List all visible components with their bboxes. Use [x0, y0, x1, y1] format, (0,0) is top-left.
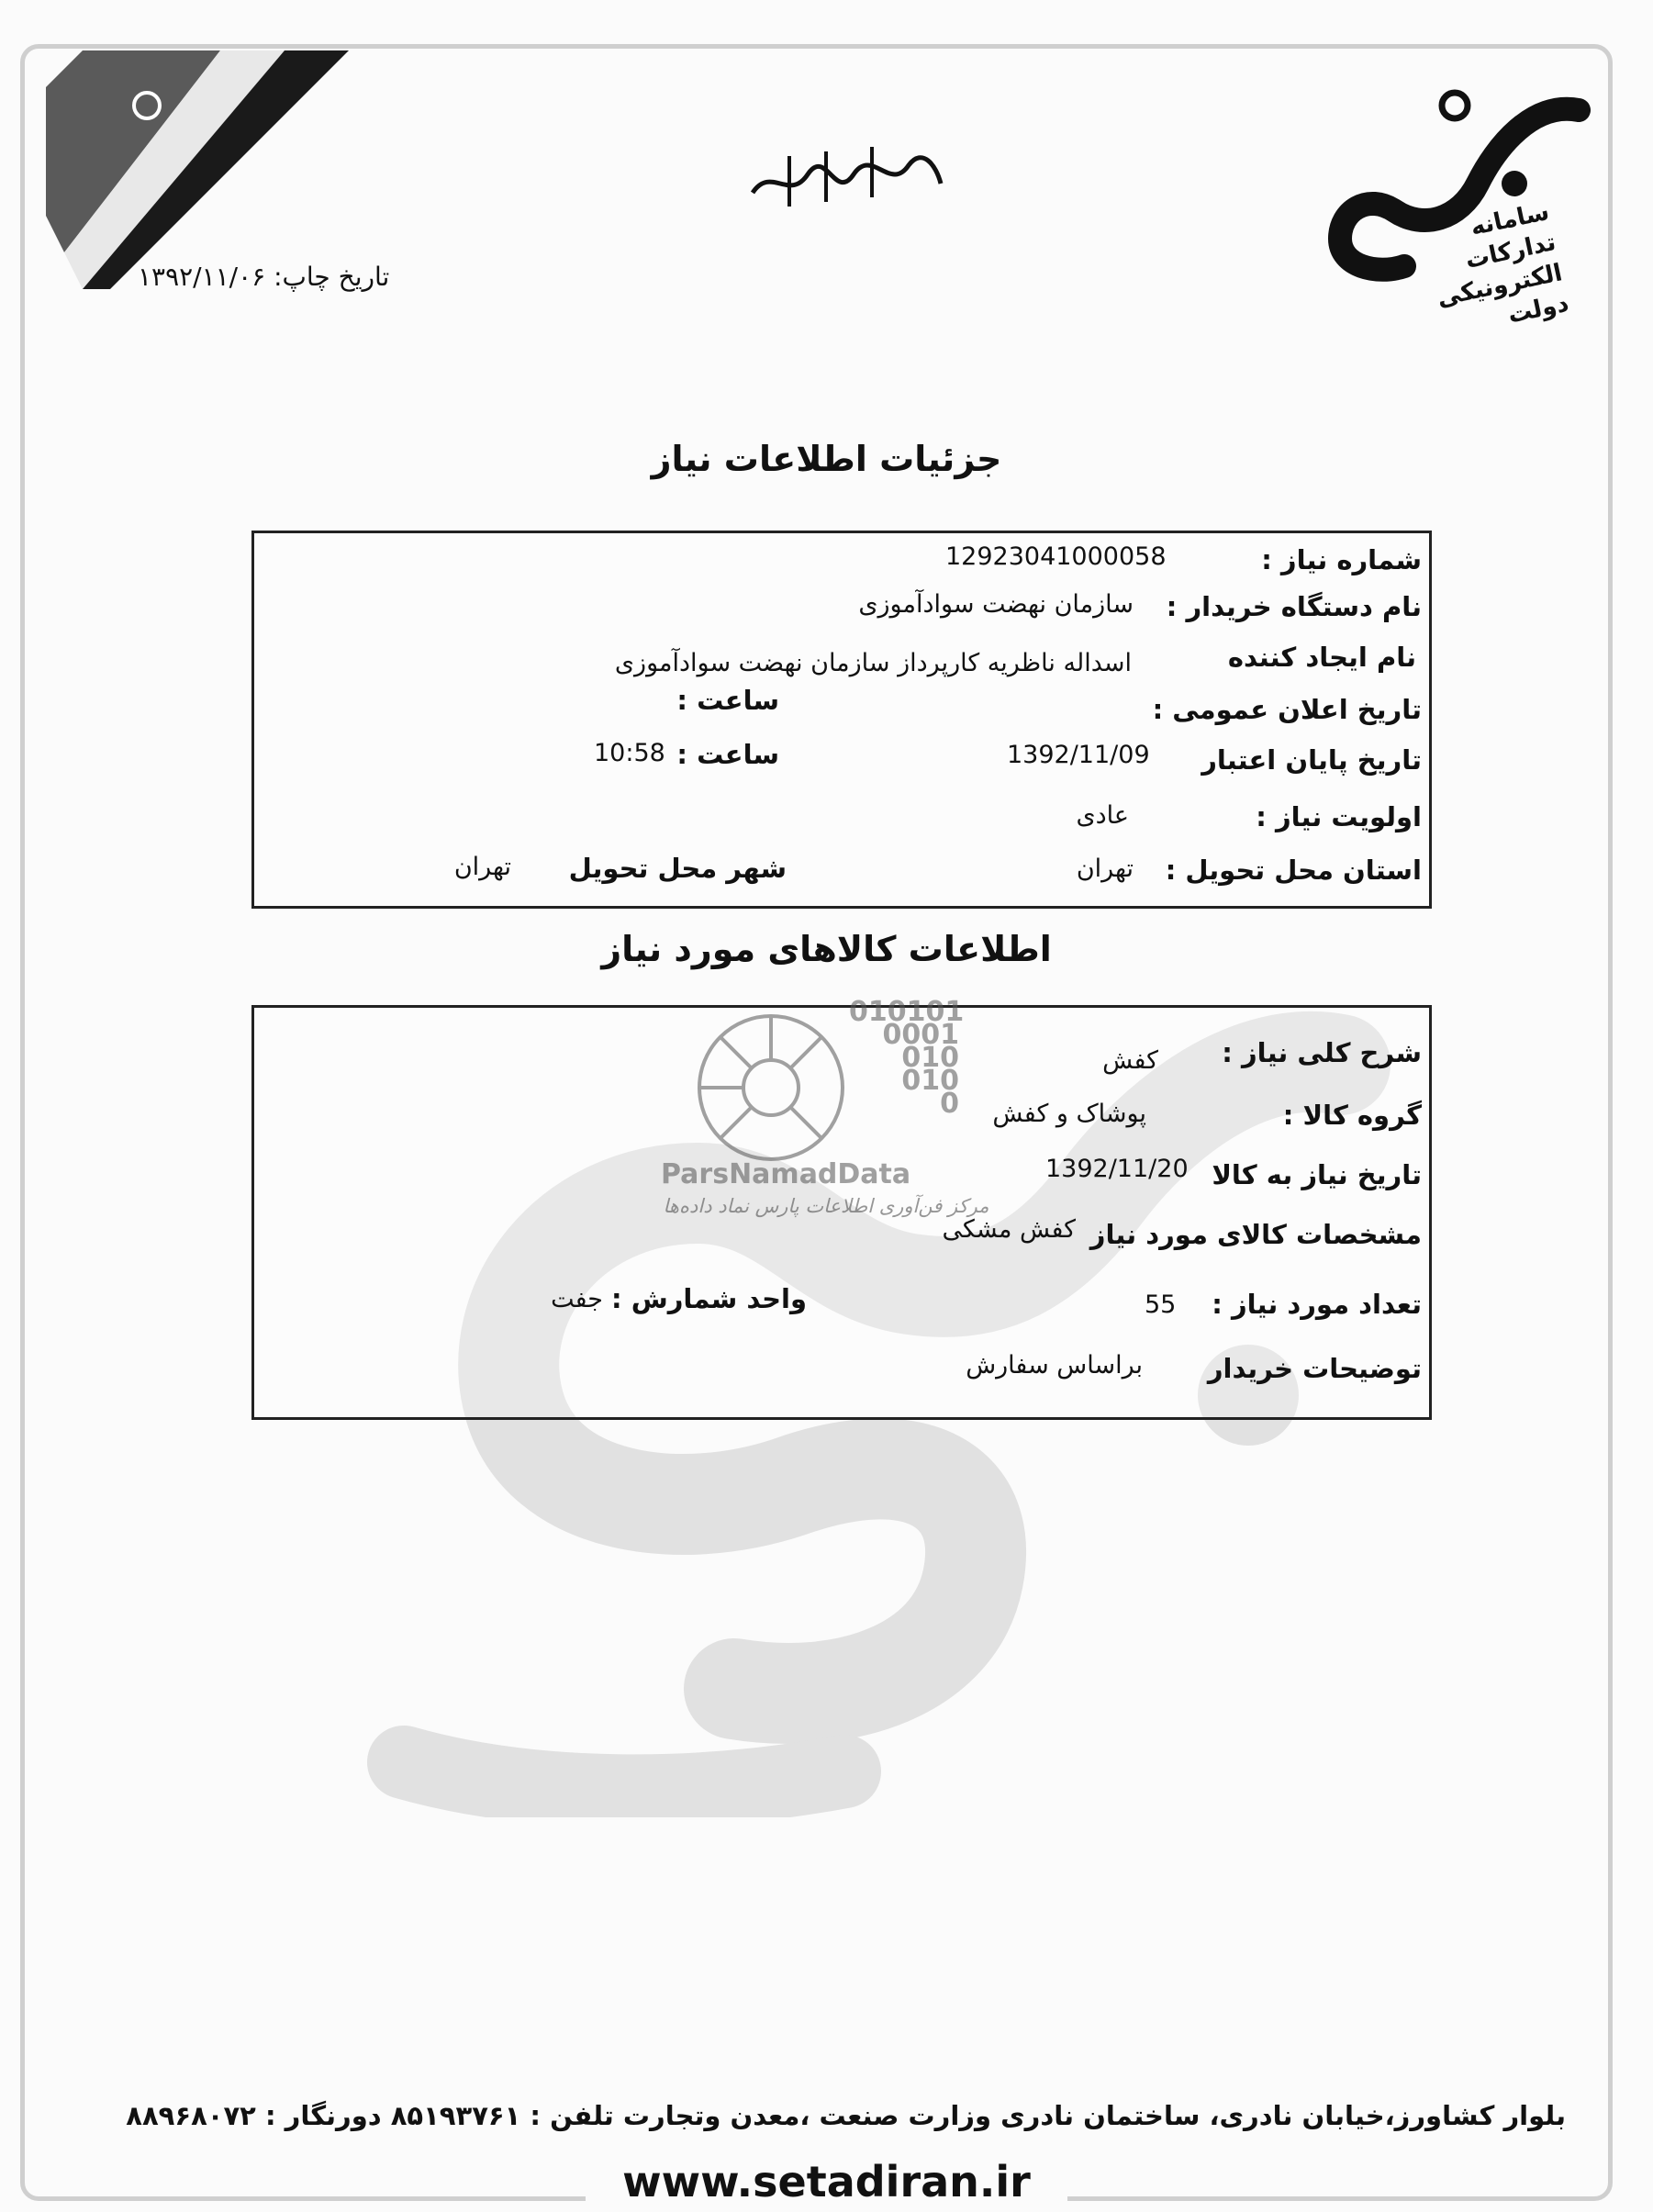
logo-text: سامانه تدارکات الکترونیکی دولت [1435, 197, 1571, 330]
stamp-brand: ParsNamadData [661, 1158, 911, 1190]
stamp-binary-4: 010 [901, 1065, 959, 1097]
need-number-label: شماره نیاز : [1261, 544, 1422, 575]
city-label: شهر محل تحویل [568, 853, 787, 884]
spec-label: مشخصات کالای مورد نیاز [1089, 1219, 1422, 1250]
buyer-notes-label: توضیحات خریدار [1207, 1353, 1422, 1384]
section1-title: جزئیات اطلاعات نیاز [651, 439, 1002, 479]
creator-label: نام ایجاد کننده [1227, 642, 1416, 673]
need-date-value: 1392/11/20 [1045, 1155, 1189, 1183]
stamp-binary-5: 0 [940, 1088, 959, 1120]
buyer-value: سازمان نهضت سوادآموزی [858, 590, 1134, 619]
unit-value: جفت [551, 1285, 603, 1313]
group-value: پوشاک و کفش [992, 1100, 1146, 1128]
iran-flag-icon [46, 50, 431, 289]
footer-website [0, 2157, 1653, 2206]
province-label: استان محل تحویل : [1165, 855, 1422, 886]
unit-label: واحد شمارش : [611, 1283, 807, 1314]
priority-label: اولویت نیاز : [1256, 801, 1422, 832]
buyer-label: نام دستگاه خریدار : [1166, 591, 1422, 622]
need-number-value: 12923041000058 [945, 542, 1167, 571]
buyer-notes-value: براساس سفارش [966, 1351, 1143, 1380]
group-label: گروه کالا : [1282, 1100, 1422, 1131]
creator-value: اسداله ناظریه کارپرداز سازمان نهضت سوادآموزی [614, 649, 1132, 677]
stamp-binary-2: 0001 [882, 1019, 959, 1051]
section2-title: اطلاعات کالاهای مورد نیاز [601, 929, 1052, 969]
print-date-value: ۱۳۹۲/۱۱/۰۶ [138, 262, 266, 292]
expiry-time-value: 10:58 [594, 739, 665, 767]
desc-label: شرح کلی نیاز : [1222, 1037, 1422, 1068]
setad-logo [1303, 73, 1597, 358]
province-value: تهران [1076, 855, 1134, 883]
basmala-calligraphy-icon [734, 128, 955, 220]
stamp-tagline: مرکز فن‌آوری اطلاعات پارس نماد داده‌ها [663, 1195, 989, 1217]
print-date-label: تاریخ چاپ: [274, 262, 390, 292]
desc-value: کفش [1102, 1046, 1158, 1075]
footer-website-text: www.setadiran.ir [586, 2157, 1067, 2206]
need-date-label: تاریخ نیاز به کالا [1212, 1159, 1422, 1190]
basmala [734, 128, 955, 220]
quantity-label: تعداد مورد نیاز : [1212, 1289, 1422, 1320]
parsnamad-stamp [642, 996, 1010, 1230]
stamp-binary-1: 010101 [849, 996, 965, 1028]
print-date [138, 262, 389, 292]
announce-time-label: ساعت : [676, 685, 779, 716]
expiry-time-label: ساعت : [676, 739, 779, 770]
expiry-date-label: تاریخ پایان اعتبار [1201, 744, 1422, 776]
need-details-box [251, 531, 1432, 909]
quantity-value: 55 [1145, 1290, 1177, 1319]
announce-date-label: تاریخ اعلان عمومی : [1152, 694, 1422, 725]
expiry-date-value: 1392/11/09 [1007, 741, 1150, 769]
stamp-binary-3: 010 [901, 1042, 959, 1074]
city-value: تهران [453, 853, 511, 881]
footer-address: بلوار کشاورز،خیابان نادری، ساختمان نادری وزارت صنعت ،معدن وتجارت تلفن : ۸۵۱۹۳۷۶۱ دورنگار : ۸۸۹۶۸۰۷۲ [126, 2100, 1566, 2131]
priority-value: عادی [1076, 801, 1129, 830]
spec-value: کفش مشکی [942, 1215, 1076, 1244]
